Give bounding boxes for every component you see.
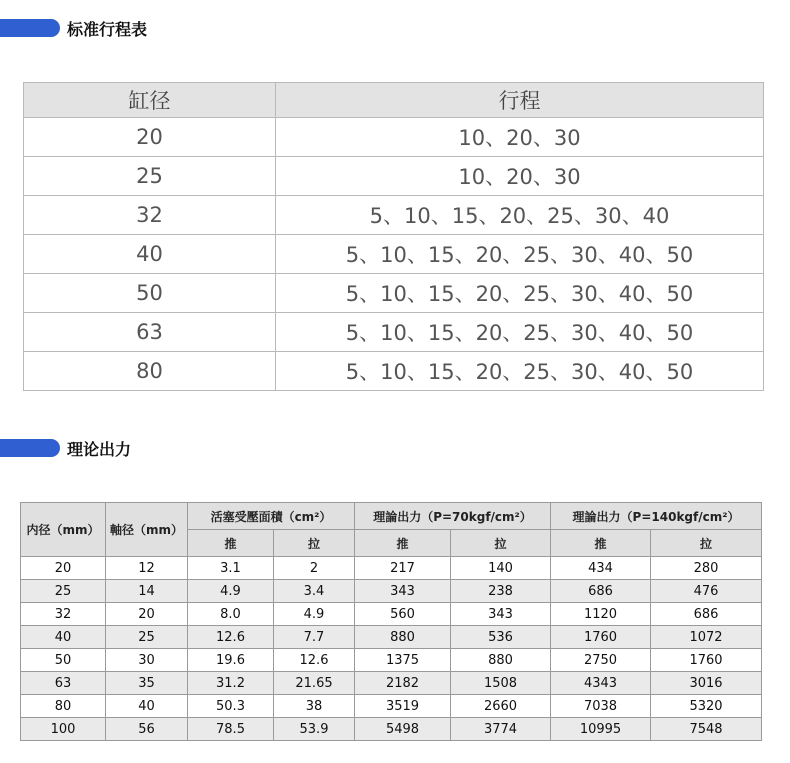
table-row bbox=[24, 118, 764, 157]
section-marker-bar bbox=[0, 439, 60, 457]
table-cell: 20 bbox=[106, 603, 188, 626]
table-cell: 10995 bbox=[551, 718, 651, 741]
table-cell: 343 bbox=[355, 580, 451, 603]
table-cell: 1375 bbox=[355, 649, 451, 672]
force-table bbox=[20, 502, 762, 741]
table-cell: 21.65 bbox=[274, 672, 355, 695]
section-header-force bbox=[0, 436, 131, 460]
table-cell: 25 bbox=[21, 580, 106, 603]
table-cell: 4343 bbox=[551, 672, 651, 695]
table-cell: 140 bbox=[451, 557, 551, 580]
table-cell: 1508 bbox=[451, 672, 551, 695]
table-row bbox=[24, 196, 764, 235]
bore-cell: 32 bbox=[24, 196, 276, 235]
table-cell: 3774 bbox=[451, 718, 551, 741]
table-row bbox=[21, 603, 762, 626]
bore-cell: 50 bbox=[24, 274, 276, 313]
force-table-body bbox=[21, 557, 762, 741]
stroke-cell: 10、20、30 bbox=[276, 157, 764, 196]
table-cell: 1120 bbox=[551, 603, 651, 626]
section-header-stroke bbox=[0, 16, 147, 40]
bore-cell: 40 bbox=[24, 235, 276, 274]
table-cell: 7038 bbox=[551, 695, 651, 718]
header-force-140: 理論出力（P=140kgf/cm²） bbox=[551, 503, 762, 530]
table-cell: 1072 bbox=[651, 626, 762, 649]
table-cell: 434 bbox=[551, 557, 651, 580]
table-cell: 476 bbox=[651, 580, 762, 603]
section-title-stroke: 标准行程表 bbox=[67, 19, 148, 39]
bore-cell: 20 bbox=[24, 118, 276, 157]
table-cell: 880 bbox=[451, 649, 551, 672]
table-row bbox=[21, 580, 762, 603]
table-row bbox=[21, 672, 762, 695]
stroke-cell: 5、10、15、20、25、30、40、50 bbox=[276, 274, 764, 313]
table-cell: 4.9 bbox=[274, 603, 355, 626]
header-rod-mm: 軸径（mm） bbox=[106, 503, 188, 557]
table-row bbox=[24, 157, 764, 196]
table-cell: 40 bbox=[21, 626, 106, 649]
table-cell: 3016 bbox=[651, 672, 762, 695]
table-cell: 880 bbox=[355, 626, 451, 649]
table-cell: 2660 bbox=[451, 695, 551, 718]
bore-cell: 25 bbox=[24, 157, 276, 196]
table-cell: 31.2 bbox=[188, 672, 274, 695]
table-cell: 8.0 bbox=[188, 603, 274, 626]
header-push: 推 bbox=[188, 530, 274, 557]
stroke-table bbox=[23, 82, 764, 391]
stroke-table-header-row bbox=[24, 83, 764, 118]
table-cell: 32 bbox=[21, 603, 106, 626]
stroke-cell: 5、10、15、20、25、30、40 bbox=[276, 196, 764, 235]
table-cell: 50 bbox=[21, 649, 106, 672]
table-cell: 38 bbox=[274, 695, 355, 718]
table-cell: 686 bbox=[551, 580, 651, 603]
section-title-force: 理论出力 bbox=[67, 439, 132, 459]
table-cell: 63 bbox=[21, 672, 106, 695]
table-cell: 20 bbox=[21, 557, 106, 580]
table-row bbox=[24, 274, 764, 313]
table-cell: 12.6 bbox=[274, 649, 355, 672]
header-piston-area: 活塞受壓面積（cm²） bbox=[188, 503, 355, 530]
table-cell: 3.4 bbox=[274, 580, 355, 603]
table-row bbox=[24, 235, 764, 274]
table-cell: 35 bbox=[106, 672, 188, 695]
table-cell: 40 bbox=[106, 695, 188, 718]
table-row bbox=[21, 557, 762, 580]
table-cell: 280 bbox=[651, 557, 762, 580]
table-cell: 19.6 bbox=[188, 649, 274, 672]
table-row bbox=[21, 649, 762, 672]
stroke-cell: 5、10、15、20、25、30、40、50 bbox=[276, 313, 764, 352]
table-cell: 536 bbox=[451, 626, 551, 649]
table-cell: 56 bbox=[106, 718, 188, 741]
header-bore-mm: 内径（mm） bbox=[21, 503, 106, 557]
bore-cell: 80 bbox=[24, 352, 276, 391]
table-cell: 2750 bbox=[551, 649, 651, 672]
table-cell: 14 bbox=[106, 580, 188, 603]
table-cell: 686 bbox=[651, 603, 762, 626]
header-stroke: 行程 bbox=[276, 83, 764, 118]
bore-cell: 63 bbox=[24, 313, 276, 352]
table-cell: 4.9 bbox=[188, 580, 274, 603]
header-pull: 拉 bbox=[274, 530, 355, 557]
force-table-header-row-1 bbox=[21, 503, 762, 530]
header-force-70: 理論出力（P=70kgf/cm²） bbox=[355, 503, 551, 530]
table-cell: 12 bbox=[106, 557, 188, 580]
table-cell: 2 bbox=[274, 557, 355, 580]
table-row bbox=[24, 352, 764, 391]
table-cell: 7548 bbox=[651, 718, 762, 741]
table-cell: 53.9 bbox=[274, 718, 355, 741]
table-cell: 12.6 bbox=[188, 626, 274, 649]
table-row bbox=[21, 626, 762, 649]
table-row bbox=[21, 718, 762, 741]
header-pull: 拉 bbox=[451, 530, 551, 557]
table-cell: 560 bbox=[355, 603, 451, 626]
table-cell: 100 bbox=[21, 718, 106, 741]
header-bore: 缸径 bbox=[24, 83, 276, 118]
table-row bbox=[24, 313, 764, 352]
table-cell: 2182 bbox=[355, 672, 451, 695]
stroke-cell: 10、20、30 bbox=[276, 118, 764, 157]
header-push: 推 bbox=[551, 530, 651, 557]
table-cell: 3.1 bbox=[188, 557, 274, 580]
section-marker-bar bbox=[0, 19, 60, 37]
header-pull: 拉 bbox=[651, 530, 762, 557]
table-cell: 1760 bbox=[651, 649, 762, 672]
table-cell: 238 bbox=[451, 580, 551, 603]
table-cell: 30 bbox=[106, 649, 188, 672]
stroke-cell: 5、10、15、20、25、30、40、50 bbox=[276, 235, 764, 274]
table-cell: 50.3 bbox=[188, 695, 274, 718]
table-cell: 80 bbox=[21, 695, 106, 718]
stroke-cell: 5、10、15、20、25、30、40、50 bbox=[276, 352, 764, 391]
table-row bbox=[21, 695, 762, 718]
table-cell: 7.7 bbox=[274, 626, 355, 649]
table-cell: 1760 bbox=[551, 626, 651, 649]
table-cell: 3519 bbox=[355, 695, 451, 718]
table-cell: 5498 bbox=[355, 718, 451, 741]
table-cell: 78.5 bbox=[188, 718, 274, 741]
table-cell: 343 bbox=[451, 603, 551, 626]
table-cell: 5320 bbox=[651, 695, 762, 718]
table-cell: 217 bbox=[355, 557, 451, 580]
table-cell: 25 bbox=[106, 626, 188, 649]
header-push: 推 bbox=[355, 530, 451, 557]
